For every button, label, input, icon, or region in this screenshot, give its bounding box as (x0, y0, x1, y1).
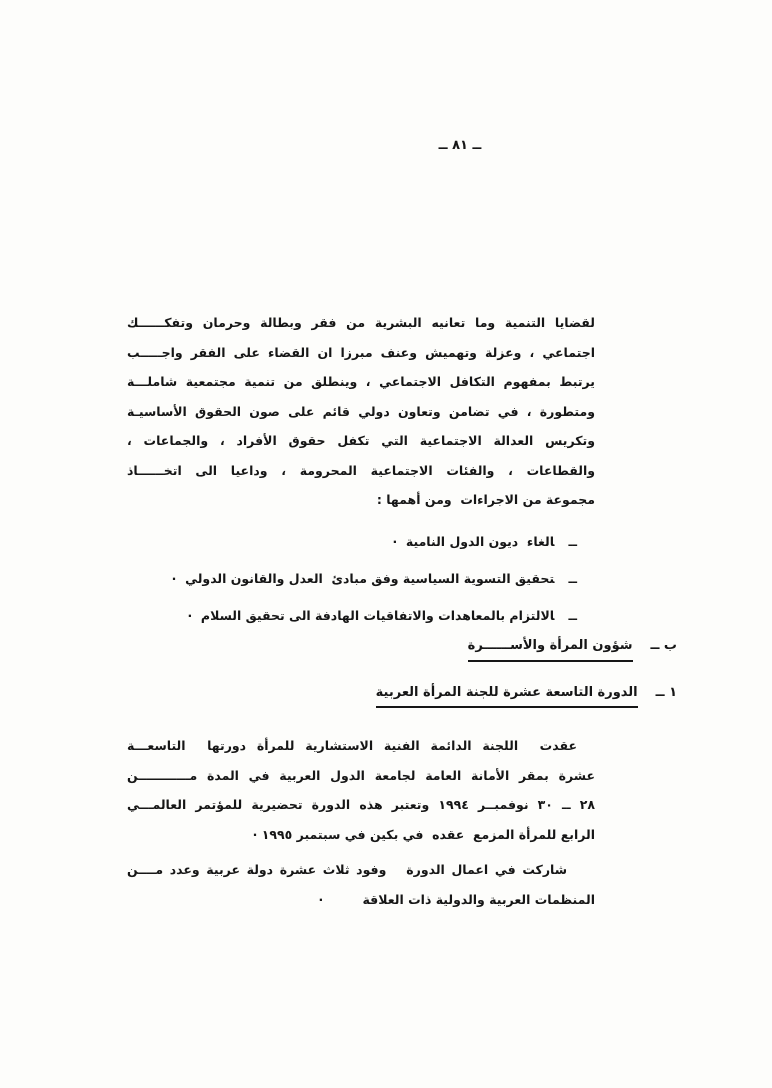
dash-bullet: ــ (568, 608, 577, 623)
paragraph-line: المنظمات العربية والدولية ذات العلاقة · (318, 891, 595, 907)
paragraph-line: اجتماعي ، وعزلة وتهميش وعنف مبرزا ان القضاء على الفقر واجـــــب (127, 344, 595, 360)
paragraph-line: يرتبط بمفهوم التكافل الاجتماعي ، وينطلق من تنمية مجتمعية شاملـــة (127, 374, 595, 389)
list-item-text: الغاء ديون الدول النامية · (392, 534, 555, 549)
subsection-marker: ١ ــ (655, 685, 677, 700)
dash-bullet: ــ (568, 571, 577, 586)
paragraph-line: ومتطورة ، في تضامن وتعاون دولي قائم على صون الحقوق الأساسيـة (127, 403, 595, 419)
paragraph-session-details (127, 731, 595, 849)
measures-list (171, 523, 577, 634)
list-item-text: الالتزام بالمعاهدات والاتفاقيات الهادفة الى تحقيق السلام · (187, 608, 555, 623)
section-marker: ب ــ (650, 638, 677, 653)
paragraph-line: ٢٨ ــ ٣٠ نوفمبــر ١٩٩٤ وتعتبر هذه الدورة تحضيرية للمؤتمر العالمـــي (127, 797, 595, 812)
paragraph-line: والقطاعات ، والفئات الاجتماعية المحرومة ، وداعيا الى اتخــــــاذ (127, 462, 595, 478)
paragraph-participants (127, 855, 595, 914)
section-heading-women-family (468, 638, 677, 662)
paragraph-line: عقدت اللجنة الدائمة الفنية الاستشارية للمرأة دورتها التاسعـــة (127, 738, 577, 753)
list-item (185, 523, 577, 560)
paragraph-line: الرابع للمرأة المزمع عقده في بكين في سبتمبر ١٩٩٥ · (252, 826, 595, 842)
paragraph-line: لقضايا التنمية وما تعانيه البشرية من فقر وبطالة وحرمان وتفكــــــك (127, 315, 595, 330)
paragraph-line: شاركت في اعمال الدورة وفود ثلاث عشرة دولة عربية وعدد مــــن (127, 862, 567, 877)
list-item (185, 597, 577, 634)
dash-bullet: ــ (568, 534, 577, 549)
paragraph-line: وتكريس العدالة الاجتماعية التي تكفل حقوق الأفراد ، والجماعات ، (127, 433, 595, 448)
paragraph-line: عشرة بمقر الأمانة العامة لجامعة الدول العربية في المدة مــــــــــــن (127, 767, 595, 783)
list-item (171, 560, 577, 597)
page-number: ــ ٨١ ــ (438, 138, 482, 153)
subsection-heading-session-19 (376, 685, 677, 708)
paragraph-line: مجموعة من الاجراءات ومن أهمها : (376, 492, 595, 507)
paragraph-development-issues (127, 308, 595, 515)
subsection-title: الدورة التاسعة عشرة للجنة المرأة العربية (376, 685, 638, 708)
section-title: شؤون المرأة والأســــــرة (468, 638, 633, 662)
list-item-text: تحقيق التسوية السياسية وفق مبادئ العدل والقانون الدولي · (171, 571, 555, 586)
